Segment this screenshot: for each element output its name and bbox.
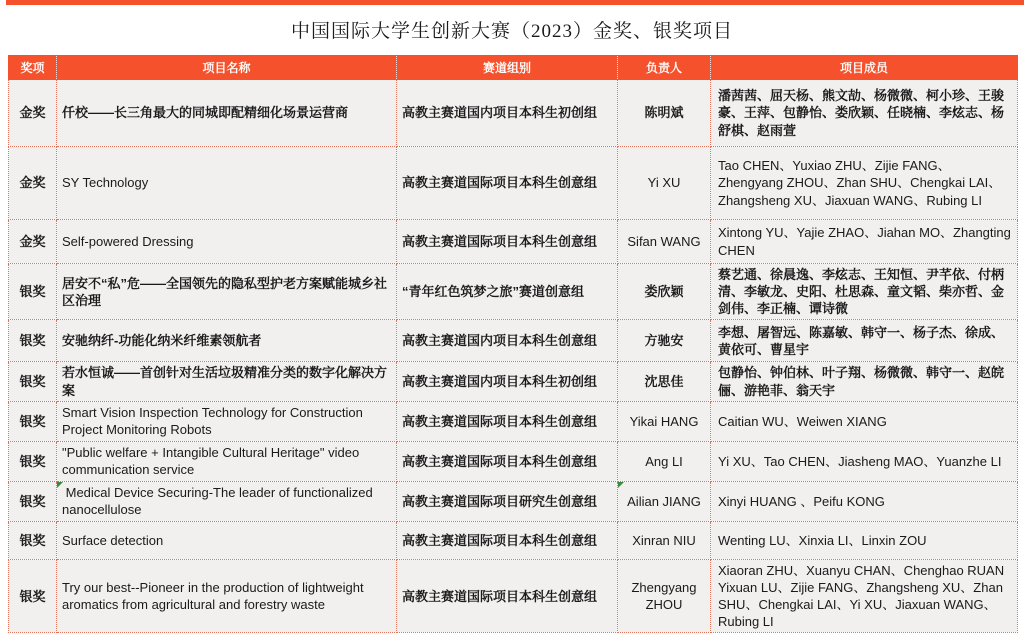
awards-table — [8, 55, 1018, 633]
top-accent-bar — [6, 0, 1024, 5]
track-group-cell — [397, 559, 618, 633]
award-cell — [9, 320, 57, 362]
project-name-text: Smart Vision Inspection Technology for Construction Project Monitoring Robots — [62, 405, 367, 438]
award-text: 金奖 — [19, 105, 46, 121]
leader-cell — [618, 147, 711, 220]
project-name-cell — [57, 220, 397, 264]
members-cell — [711, 362, 1018, 401]
award-cell — [9, 220, 57, 264]
leader-text: Ailian JIANG — [627, 493, 701, 509]
award-text: 银奖 — [19, 532, 46, 548]
project-name-cell — [57, 521, 397, 559]
project-name-text: 居安不“私”危——全国领先的隐私型护老方案赋能城乡社区治理 — [62, 275, 388, 308]
leader-text: 陈明斌 — [644, 105, 684, 121]
track-group-cell — [397, 521, 618, 559]
leader-text: Sifan WANG — [627, 233, 701, 249]
members-cell — [711, 264, 1018, 320]
project-name-text: 安驰纳纤-功能化纳米纤维素领航者 — [62, 333, 262, 349]
project-name-text: Self-powered Dressing — [62, 233, 194, 249]
table-row — [9, 80, 1018, 147]
table-row — [9, 220, 1018, 264]
award-cell — [9, 147, 57, 220]
members-cell — [711, 401, 1018, 441]
table-row — [9, 362, 1018, 401]
leader-cell — [618, 481, 711, 521]
track-group-text: 高教主赛道国际项目本科生创意组 — [402, 532, 598, 548]
award-text: 银奖 — [19, 453, 46, 469]
table-row — [9, 401, 1018, 441]
cell-error-marker — [618, 482, 624, 488]
members-cell — [711, 521, 1018, 559]
leader-text: 沈思佳 — [644, 374, 684, 390]
project-name-text: Try our best--Pioneer in the production of lightweight aromatics from agricultural and forestry waste — [62, 579, 368, 613]
leader-cell — [618, 401, 711, 441]
col-header-track: 赛道组别 — [397, 56, 618, 80]
members-cell — [711, 481, 1018, 521]
award-cell — [9, 559, 57, 633]
project-name-text: 若水恒诚——首创针对生活垃圾精准分类的数字化解决方案 — [62, 365, 388, 398]
track-group-text: 高教主赛道国际项目研究生创意组 — [402, 493, 598, 509]
award-text: 银奖 — [19, 333, 46, 349]
award-cell — [9, 80, 57, 147]
table-row — [9, 264, 1018, 320]
track-group-cell — [397, 264, 618, 320]
members-text: Caitian WU、Weiwen XIANG — [718, 413, 887, 429]
leader-text: Yi XU — [647, 175, 681, 191]
award-text: 银奖 — [19, 284, 46, 300]
track-group-text: 高教主赛道国际项目本科生创意组 — [402, 175, 598, 191]
leader-text: Ang LI — [645, 453, 683, 469]
project-name-cell — [57, 559, 397, 633]
members-cell — [711, 559, 1018, 633]
project-name-cell — [57, 80, 397, 147]
table-row — [9, 147, 1018, 220]
track-group-text: 高教主赛道国际项目本科生创意组 — [402, 588, 598, 604]
members-text: Yi XU、Tao CHEN、Jiasheng MAO、Yuanzhe LI — [718, 453, 1002, 469]
project-name-cell — [57, 441, 397, 481]
project-name-cell — [57, 320, 397, 362]
award-text: 银奖 — [19, 493, 46, 509]
award-cell — [9, 441, 57, 481]
members-text: 李想、屠智远、陈嘉敏、韩守一、杨子杰、徐成、黄依可、曹星宇 — [718, 324, 1005, 357]
col-header-project: 项目名称 — [57, 56, 397, 80]
members-cell — [711, 147, 1018, 220]
project-name-cell — [57, 264, 397, 320]
leader-text: Zhengyang ZHOU — [631, 579, 701, 613]
members-text: Xinyi HUANG 、Peifu KONG — [718, 493, 885, 509]
project-name-text: "Public welfare + Intangible Cultural Heritage" video communication service — [62, 445, 363, 478]
members-text: Xintong YU、Yajie ZHAO、Jiahan MO、Zhangting CHEN — [718, 225, 1015, 258]
award-text: 银奖 — [19, 374, 46, 390]
members-cell — [711, 441, 1018, 481]
award-text: 银奖 — [19, 588, 46, 604]
table-body — [9, 80, 1018, 633]
award-cell — [9, 481, 57, 521]
project-name-cell — [57, 481, 397, 521]
leader-cell — [618, 220, 711, 264]
track-group-cell — [397, 441, 618, 481]
award-cell — [9, 401, 57, 441]
members-text: 潘茜茜、屈天杨、熊文劼、杨微微、柯小珍、王骏豪、王萍、包静怡、娄欣颖、任晓楠、李炫志、杨舒棋、赵雨萱 — [718, 88, 1005, 138]
project-name-text: 仟校——长三角最大的同城即配精细化场景运营商 — [62, 105, 349, 121]
project-name-text: Surface detection — [62, 532, 164, 548]
leader-text: 娄欣颖 — [644, 284, 684, 300]
award-cell — [9, 264, 57, 320]
col-header-award: 奖项 — [9, 56, 57, 80]
track-group-text: 高教主赛道国内项目本科生初创组 — [402, 105, 598, 121]
leader-cell — [618, 521, 711, 559]
leader-cell — [618, 559, 711, 633]
members-text: Xiaoran ZHU、Xuanyu CHAN、Chenghao RUAN Yixuan LU、Zijie FANG、Zhangsheng XU、Zhan SHU、Chengkai LAI、Yi XU、Jiaxuan WANG、Rubing LI — [718, 562, 1008, 630]
track-group-text: “青年红色筑梦之旅”赛道创意组 — [402, 284, 585, 300]
award-cell — [9, 521, 57, 559]
col-header-members: 项目成员 — [711, 56, 1018, 80]
leader-cell — [618, 264, 711, 320]
track-group-text: 高教主赛道国际项目本科生创意组 — [402, 453, 598, 469]
table-row — [9, 521, 1018, 559]
track-group-cell — [397, 481, 618, 521]
members-text: Tao CHEN、Yuxiao ZHU、Zijie FANG、Zhengyang ZHOU、Zhan SHU、Chengkai LAI、Zhangsheng XU、Jiaxuan WANG、Rubing LI — [718, 158, 1002, 208]
track-group-text: 高教主赛道国内项目本科生初创组 — [402, 374, 598, 390]
leader-cell — [618, 362, 711, 401]
leader-text: Xinran NIU — [632, 532, 696, 548]
leader-cell — [618, 441, 711, 481]
table-row — [9, 481, 1018, 521]
project-name-text: SY Technology — [62, 175, 149, 191]
project-name-cell — [57, 362, 397, 401]
project-name-text: Medical Device Securing-The leader of functionalized nanocellulose — [62, 485, 377, 518]
track-group-text: 高教主赛道国际项目本科生创意组 — [402, 233, 598, 249]
members-cell — [711, 320, 1018, 362]
members-cell — [711, 80, 1018, 147]
col-header-leader: 负责人 — [618, 56, 711, 80]
leader-cell — [618, 80, 711, 147]
award-cell — [9, 362, 57, 401]
track-group-cell — [397, 147, 618, 220]
award-text: 金奖 — [19, 233, 46, 249]
track-group-text: 高教主赛道国际项目本科生创意组 — [402, 413, 598, 429]
project-name-cell — [57, 401, 397, 441]
members-cell — [711, 220, 1018, 264]
table-row — [9, 441, 1018, 481]
members-text: 包静怡、钟伯林、叶子翔、杨微微、韩守一、赵皖俪、游艳菲、翁天宇 — [718, 365, 1005, 398]
project-name-cell — [57, 147, 397, 220]
table-row — [9, 559, 1018, 633]
page-title: 中国国际大学生创新大赛（2023）金奖、银奖项目 — [290, 21, 733, 42]
leader-text: 方驰安 — [644, 333, 684, 349]
award-text: 金奖 — [19, 175, 46, 191]
track-group-text: 高教主赛道国内项目本科生创意组 — [402, 333, 598, 349]
award-text: 银奖 — [19, 413, 46, 429]
members-text: Wenting LU、Xinxia LI、Linxin ZOU — [718, 532, 927, 548]
track-group-cell — [397, 362, 618, 401]
track-group-cell — [397, 320, 618, 362]
members-text: 蔡艺通、徐晨逸、李炫志、王知恒、尹芊依、付柄清、李敏龙、史阳、杜思森、童文韬、柴亦哲、金剑伟、李正楠、谭诗微 — [718, 267, 1005, 317]
leader-cell — [618, 320, 711, 362]
table-row — [9, 320, 1018, 362]
leader-text: Yikai HANG — [629, 413, 699, 429]
track-group-cell — [397, 220, 618, 264]
track-group-cell — [397, 80, 618, 147]
track-group-cell — [397, 401, 618, 441]
table-header-row — [9, 56, 1018, 80]
cell-error-marker — [57, 482, 63, 488]
